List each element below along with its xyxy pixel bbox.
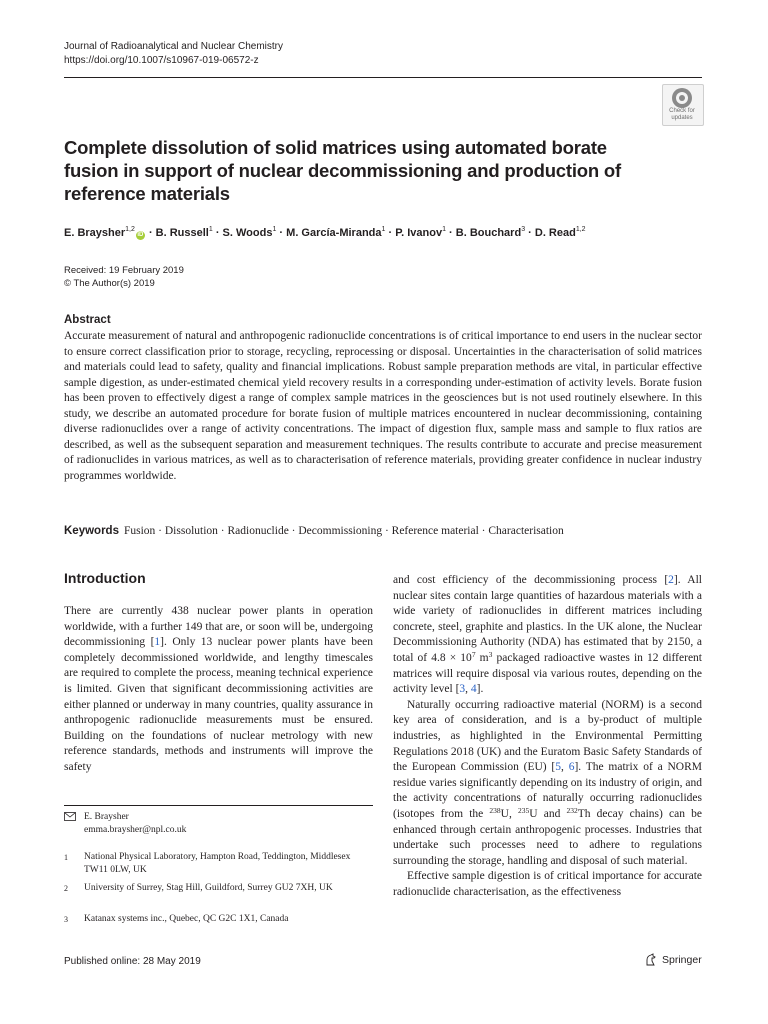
author-list: E. Braysher$^{1,2}$iD · B. Russell$^1$ · S. Woods$^1$ · M. García-Miranda$^1$ · P. Ivanov$^1$ · B. Bouchard$^3$ · D. Read$^{1,2}$ (64, 226, 586, 239)
corresponding-email[interactable]: emma.braysher@npl.co.uk (84, 825, 187, 835)
received-date: Received: 19 February 2019 (64, 265, 184, 276)
corresponding-author (84, 811, 369, 837)
published-online: Published online: 28 May 2019 (64, 956, 201, 967)
author-name[interactable]: S. Woods (222, 227, 273, 239)
footnote-divider (64, 805, 373, 806)
citation-link[interactable]: 4 (470, 683, 477, 696)
springer-horse-icon (644, 953, 658, 967)
corresponding-name: E. Braysher (84, 812, 129, 822)
keywords-label: Keywords (64, 525, 119, 537)
author-name[interactable]: D. Read (534, 227, 576, 239)
orcid-icon[interactable]: iD (137, 232, 144, 238)
citation-link[interactable]: 6 (568, 761, 575, 774)
header-divider (64, 77, 702, 78)
author-name[interactable]: B. Bouchard (455, 227, 522, 239)
keywords (64, 524, 704, 539)
affiliation-2: University of Surrey, Stag Hill, Guildford, Surrey GU2 7XH, UK (84, 883, 333, 893)
intro-paragraph: There are currently 438 nuclear power plants in operation worldwide, with a further 149 that are, or soon will be, undergoing decommissioning [1]. Only 13 nuclear power plants have been completely decommissioned worldwide, and lengthy timescales are required to complete the process, meaning technical experience is limited. Given that significant decommissioning activities are either planned or underway in many countries, quality assurance in anthropogenic radionuclide measurements must be ensured. Building on the foundations of nuclear metrology with new reference standards, methods and instruments will improve the safety (64, 605, 373, 773)
article-dates (64, 264, 184, 290)
affiliation-3: Katanax systems inc., Quebec, QC G2C 1X1, Canada (84, 914, 289, 924)
citation-link[interactable]: 2 (668, 574, 674, 586)
doi-link[interactable]: https://doi.org/10.1007/s10967-019-06572-z (64, 55, 259, 66)
abstract-heading: Abstract (64, 314, 111, 326)
affiliation-1: National Physical Laboratory, Hampton Road, Teddington, Middlesex TW11 0LW, UK (84, 852, 351, 875)
journal-name: Journal of Radioanalytical and Nuclear Chemistry (64, 41, 283, 52)
affiliation-number: 2 (64, 884, 68, 893)
affiliation-number: 3 (64, 915, 68, 924)
citation-link[interactable]: 5 (555, 761, 562, 774)
intro-paragraph: and cost efficiency of the decommissioning process [2]. All nuclear sites contain large quantities of hazardous materials with a wide variety of radionuclides in different matrices including concrete, steel, graphite and plastics. In the UK alone, the Nuclear Decommissioning Authority (NDA) has estimated that by 2150, a total of $4.8 \times 10^7$ $m^3$ packaged radioactive wastes in 12 different matrices will require disposal via various routes, depending on the activity level [3, 4]. (393, 574, 702, 696)
author-name[interactable]: B. Russell (155, 227, 209, 239)
affiliation-number: 1 (64, 853, 68, 862)
citation-link[interactable]: 1 (154, 636, 161, 649)
author-name[interactable]: P. Ivanov (395, 227, 443, 239)
author-name[interactable]: M. García-Miranda (286, 227, 382, 239)
copyright-line: © The Author(s) 2019 (64, 278, 155, 289)
abstract-text: Accurate measurement of natural and anthropogenic radionuclide concentrations is of critical importance to end users in the nuclear sector to ensure correct classification prior to storage, recycling, reprocessing or disposal. Uncertainties in the characterisation of solid matrices and materials could lead to safety, quality and financial implications. Robust sample preparation methods are vital, in particular effective sample digestion, as under-estimated chemical yield recovery results in a corresponding under-estimation of activity levels. Borate fusion has been proven to effectively digest a range of complex sample matrices in the geosciences but is not used routinely elsewhere. In this study, we describe an automated procedure for borate fusion of multiple matrices encountered in nuclear decommissioning, containing diverse radionuclides over a range of activity concentrations. The impact of digestion flux, sample mass and sample to flux ratios are described, as well as the subsequent separation and measurement techniques. The results contribute to accurate and precise measurement of radionuclides in various matrices, as well as to characterisation of reference materials, providing greater confidence in nuclear industry programmes worldwide. (64, 330, 702, 482)
journal-header (64, 40, 283, 68)
author-name[interactable]: E. Braysher (64, 227, 126, 239)
keywords-list: Fusion · Dissolution · Radionuclide · Decommissioning · Reference material · Characterisation (123, 525, 564, 537)
intro-paragraph: Naturally occurring radioactive material (NORM) is a second key area of consideration, and is a by-product of multiple industries, as highlighted in the Environmental Permitting Regulations 2018 (UK) and the Euratom Basic Safety Standards of the European Commission (EU) [5, 6]. The matrix of a NORM residue varies significantly depending on its industry of origin, and the activity concentrations of naturally occurring radionuclides (isotopes from the $^{238}$U, $^{235}$U and $^{232}$Th decay chains) can be enhanced through certain anthropogenic processes. Industries that undertake such processes need to adhere to regulations surrounding the storage, handling and disposal of such material. (393, 698, 702, 867)
paper-title: Complete dissolution of solid matrices using automated borate fusion in support of nuclear decommissioning and production of reference materials (64, 137, 621, 204)
publisher-logo: Springer (662, 954, 702, 966)
intro-right-column (393, 573, 702, 900)
introduction-heading: Introduction (64, 570, 146, 586)
envelope-icon (64, 812, 76, 821)
citation-link[interactable]: 3 (459, 683, 466, 696)
intro-left-column (64, 604, 373, 776)
badge-label: Check for updates (669, 108, 695, 121)
intro-paragraph: Effective sample digestion is of critical importance for accurate radionuclide characterisation, as the effectiveness (393, 870, 702, 898)
